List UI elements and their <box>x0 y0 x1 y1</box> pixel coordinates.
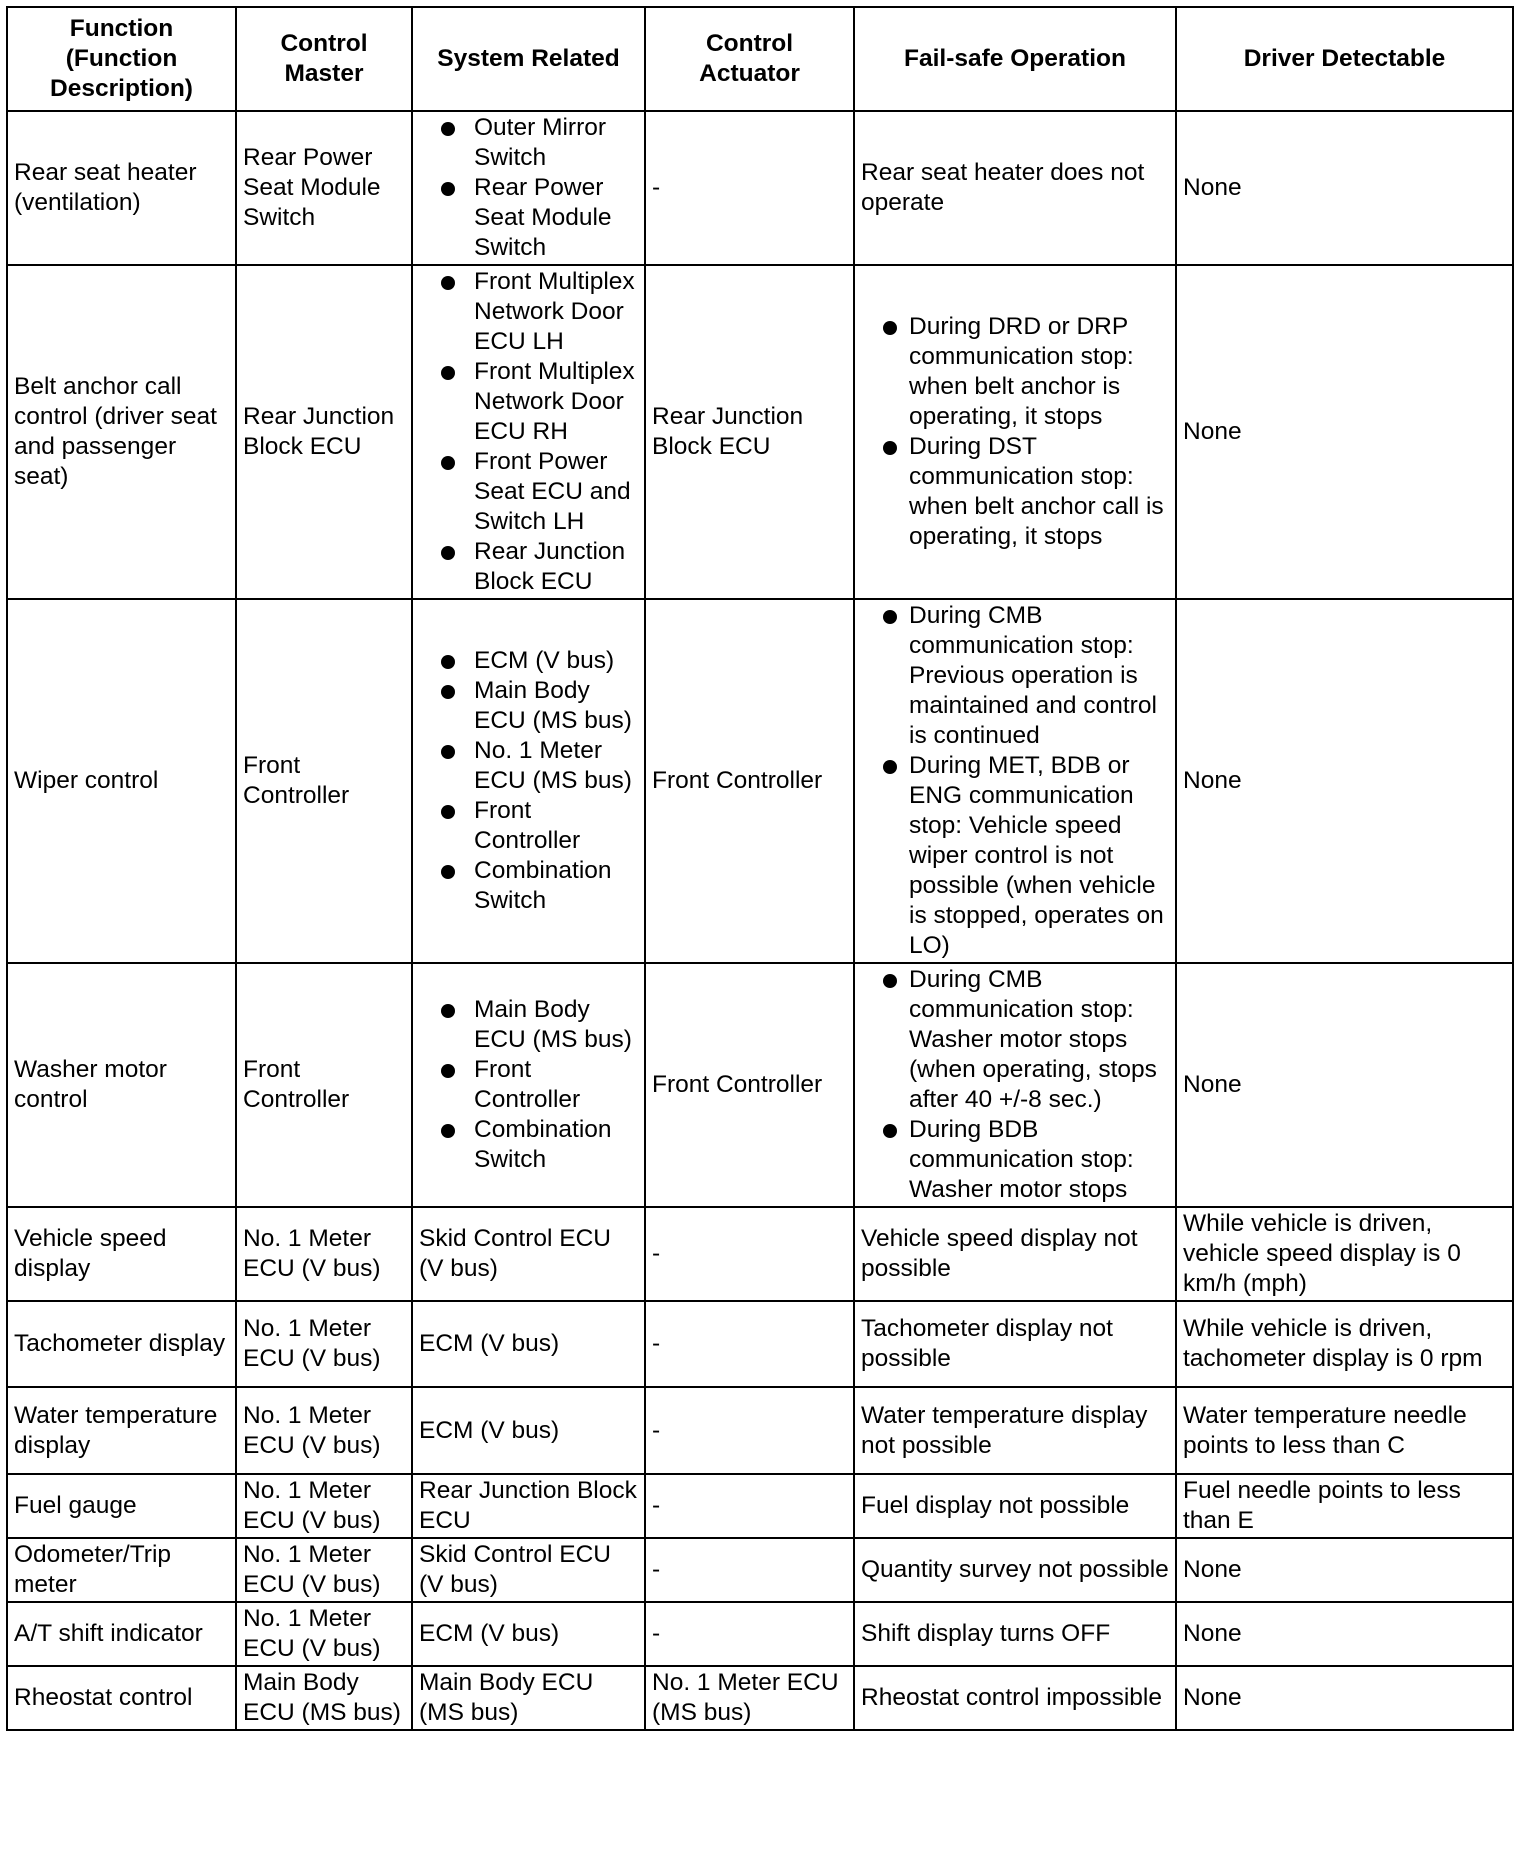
cell-system-related: ECM (V bus) <box>412 1301 645 1387</box>
list-item: Combination Switch <box>419 1115 638 1175</box>
cell-driver-detectable: Water temperature needle points to less than C <box>1176 1387 1513 1474</box>
cell-system-related <box>412 111 645 265</box>
cell-driver-detectable: None <box>1176 599 1513 963</box>
list-item: Front Power Seat ECU and Switch LH <box>419 447 638 537</box>
list-item: No. 1 Meter ECU (MS bus) <box>419 736 638 796</box>
cell-fail-safe: Fuel display not possible <box>854 1474 1176 1538</box>
list-item: During CMB communication stop: Washer motor stops (when operating, stops after 40 +/-8 sec.) <box>861 965 1169 1115</box>
cell-system-related <box>412 265 645 599</box>
table-row <box>7 1301 1513 1387</box>
list-item: Front Controller <box>419 796 638 856</box>
cell-fail-safe: Shift display turns OFF <box>854 1602 1176 1666</box>
cell-driver-detectable: None <box>1176 1602 1513 1666</box>
cell-fail-safe <box>854 265 1176 599</box>
cell-control-master: No. 1 Meter ECU (V bus) <box>236 1387 412 1474</box>
cell-control-actuator: No. 1 Meter ECU (MS bus) <box>645 1666 854 1730</box>
table-row <box>7 1602 1513 1666</box>
cell-driver-detectable: None <box>1176 1538 1513 1602</box>
cell-driver-detectable: While vehicle is driven, tachometer display is 0 rpm <box>1176 1301 1513 1387</box>
cell-control-actuator: Front Controller <box>645 963 854 1207</box>
cell-driver-detectable: Fuel needle points to less than E <box>1176 1474 1513 1538</box>
bullet-list <box>419 113 638 263</box>
table-row <box>7 265 1513 599</box>
cell-system-related: Skid Control ECU (V bus) <box>412 1207 645 1301</box>
cell-control-master: Main Body ECU (MS bus) <box>236 1666 412 1730</box>
cell-system-related: Rear Junction Block ECU <box>412 1474 645 1538</box>
header-row <box>7 7 1513 111</box>
table-row <box>7 1666 1513 1730</box>
cell-fail-safe: Water temperature display not possible <box>854 1387 1176 1474</box>
cell-control-master: No. 1 Meter ECU (V bus) <box>236 1602 412 1666</box>
header-function: Function (Function Description) <box>7 7 236 111</box>
cell-function: Wiper control <box>7 599 236 963</box>
table-row <box>7 1387 1513 1474</box>
header-fail-safe: Fail-safe Operation <box>854 7 1176 111</box>
header-control-master: Control Master <box>236 7 412 111</box>
cell-system-related <box>412 963 645 1207</box>
list-item: During DRD or DRP communication stop: when belt anchor is operating, it stops <box>861 312 1169 432</box>
cell-driver-detectable: None <box>1176 963 1513 1207</box>
function-table <box>6 6 1514 1731</box>
cell-driver-detectable: None <box>1176 111 1513 265</box>
cell-control-actuator: - <box>645 1474 854 1538</box>
list-item: Rear Junction Block ECU <box>419 537 638 597</box>
cell-function: Rheostat control <box>7 1666 236 1730</box>
table-row <box>7 963 1513 1207</box>
cell-system-related: ECM (V bus) <box>412 1387 645 1474</box>
cell-system-related: Main Body ECU (MS bus) <box>412 1666 645 1730</box>
bullet-list <box>861 601 1169 961</box>
cell-fail-safe <box>854 963 1176 1207</box>
cell-control-master: Rear Power Seat Module Switch <box>236 111 412 265</box>
list-item: Front Multiplex Network Door ECU RH <box>419 357 638 447</box>
list-item: During CMB communication stop: Previous operation is maintained and control is continued <box>861 601 1169 751</box>
cell-fail-safe: Rear seat heater does not operate <box>854 111 1176 265</box>
cell-control-master: No. 1 Meter ECU (V bus) <box>236 1474 412 1538</box>
list-item: During MET, BDB or ENG communication stop: Vehicle speed wiper control is not possible (when vehicle is stopped, operates on LO) <box>861 751 1169 961</box>
cell-function: Fuel gauge <box>7 1474 236 1538</box>
cell-function: Odometer/Trip meter <box>7 1538 236 1602</box>
header-system-related: System Related <box>412 7 645 111</box>
cell-control-master: Front Controller <box>236 963 412 1207</box>
table-row <box>7 111 1513 265</box>
list-item: Main Body ECU (MS bus) <box>419 676 638 736</box>
cell-function: Belt anchor call control (driver seat and passenger seat) <box>7 265 236 599</box>
cell-control-actuator: Rear Junction Block ECU <box>645 265 854 599</box>
cell-driver-detectable: While vehicle is driven, vehicle speed display is 0 km/h (mph) <box>1176 1207 1513 1301</box>
cell-control-actuator: - <box>645 1602 854 1666</box>
cell-control-actuator: - <box>645 1387 854 1474</box>
table-row <box>7 1207 1513 1301</box>
cell-control-master: No. 1 Meter ECU (V bus) <box>236 1301 412 1387</box>
cell-function: Rear seat heater (ventilation) <box>7 111 236 265</box>
cell-control-master: No. 1 Meter ECU (V bus) <box>236 1207 412 1301</box>
list-item: Combination Switch <box>419 856 638 916</box>
cell-control-actuator: - <box>645 1207 854 1301</box>
cell-fail-safe: Quantity survey not possible <box>854 1538 1176 1602</box>
cell-driver-detectable: None <box>1176 1666 1513 1730</box>
bullet-list <box>861 965 1169 1205</box>
cell-control-actuator: - <box>645 1301 854 1387</box>
list-item: During BDB communication stop: Washer motor stops <box>861 1115 1169 1205</box>
cell-function: Washer motor control <box>7 963 236 1207</box>
list-item: ECM (V bus) <box>419 646 638 676</box>
cell-fail-safe: Rheostat control impossible <box>854 1666 1176 1730</box>
list-item: Front Multiplex Network Door ECU LH <box>419 267 638 357</box>
cell-fail-safe: Vehicle speed display not possible <box>854 1207 1176 1301</box>
list-item: Main Body ECU (MS bus) <box>419 995 638 1055</box>
cell-function: Vehicle speed display <box>7 1207 236 1301</box>
cell-system-related: Skid Control ECU (V bus) <box>412 1538 645 1602</box>
cell-fail-safe <box>854 599 1176 963</box>
cell-system-related: ECM (V bus) <box>412 1602 645 1666</box>
bullet-list <box>861 312 1169 552</box>
cell-system-related <box>412 599 645 963</box>
cell-fail-safe: Tachometer display not possible <box>854 1301 1176 1387</box>
table-row <box>7 1474 1513 1538</box>
cell-driver-detectable: None <box>1176 265 1513 599</box>
list-item: Outer Mirror Switch <box>419 113 638 173</box>
list-item: Rear Power Seat Module Switch <box>419 173 638 263</box>
cell-function: Water temperature display <box>7 1387 236 1474</box>
cell-control-master: Front Controller <box>236 599 412 963</box>
list-item: Front Controller <box>419 1055 638 1115</box>
cell-control-actuator: - <box>645 1538 854 1602</box>
cell-control-actuator: Front Controller <box>645 599 854 963</box>
cell-control-master: No. 1 Meter ECU (V bus) <box>236 1538 412 1602</box>
bullet-list <box>419 646 638 916</box>
table-row <box>7 599 1513 963</box>
header-control-actuator: Control Actuator <box>645 7 854 111</box>
list-item: During DST communication stop: when belt anchor call is operating, it stops <box>861 432 1169 552</box>
bullet-list <box>419 995 638 1175</box>
cell-function: A/T shift indicator <box>7 1602 236 1666</box>
bullet-list <box>419 267 638 597</box>
cell-control-master: Rear Junction Block ECU <box>236 265 412 599</box>
table-row <box>7 1538 1513 1602</box>
cell-control-actuator: - <box>645 111 854 265</box>
header-driver-detectable: Driver Detectable <box>1176 7 1513 111</box>
cell-function: Tachometer display <box>7 1301 236 1387</box>
